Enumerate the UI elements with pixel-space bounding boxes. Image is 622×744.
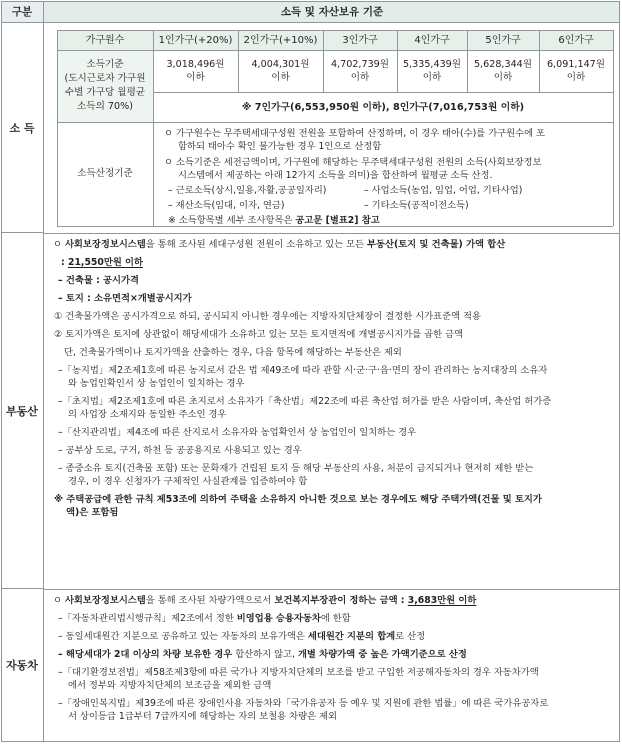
realestate-limit: : 21,550만원 이하 <box>61 257 144 268</box>
realestate-housing-note-cont: 액)은 포함됨 <box>66 507 119 518</box>
realestate-exclusion-public: – 공부상 도로, 구거, 하천 등 공공용지로 사용되고 있는 경우 <box>58 445 302 456</box>
income-calc-line-2: 함하되 태아수 확인 불가능한 경우 1인으로 산정함 <box>178 141 382 152</box>
realestate-exclusion-grassland: –「초지법」제2조제1호에 따른 초지로서 소유자가「축산법」제22조에 따른 축산업 허가를 받은 사람이며, 축산업 허가증 <box>58 396 552 407</box>
income-type-property: – 재산소득(임대, 이자, 연금) <box>168 200 285 211</box>
vehicle-main-line: ㅇ 사회보장정보시스템을 통해 조사된 차량가액으로서 보건복지부장관이 정하는 금액 : 3,683만원 이하 <box>53 595 477 606</box>
realestate-exclusion-clan: – 종중소유 토지(건축물 포함) 또는 문화재가 건립된 토지 등 해당 부동산의 사용, 처분이 금지되거나 현저히 제한 받는 <box>58 463 534 474</box>
realestate-exclusion-mountain: –「산지관리법」제4조에 따른 산지로서 소유자와 농업확인서 상 농업인이 일치하는 경우 <box>58 427 417 438</box>
income-amount-3: 4,702,739원 이하 <box>330 59 390 83</box>
category-header: 구분 <box>1 1 44 23</box>
vehicle-rule-shared: – 동일세대원간 지분으로 공유하고 있는 자동차의 보유가액은 세대원간 지분의 합계로 산정 <box>58 631 426 642</box>
income-type-earned: – 근로소득(상시,일용,자활,공공일자리) <box>168 185 327 196</box>
household-col-5: 5인가구 <box>467 30 539 50</box>
income-reference-note: ※ 소득항목별 세부 조사항목은 공고문 [별표2] 참고 <box>168 215 380 226</box>
category-vehicle: 자동차 <box>1 589 44 742</box>
category-realestate: 부동산 <box>1 233 44 589</box>
realestate-note-1: ① 건축물가액은 공시가격으로 하되, 공시되지 아니한 경우에는 지방자치단체장이 결정한 시가표준액 적용 <box>54 311 482 322</box>
realestate-main-line: ㅇ 사회보장정보시스템을 통해 조사된 세대구성원 전원이 소유하고 있는 모든 부동산(토지 및 건축물) 가액 합산 <box>53 239 506 250</box>
realestate-exclusion-farmland: –「농지법」제2조제1호에 따른 농지로서 같은 법 제49조에 따라 관할 시·군·구·읍·면의 장이 관리하는 농지대장의 소유자 <box>58 365 548 376</box>
realestate-building-rule: – 건축물 : 공시가격 <box>58 275 139 286</box>
realestate-exclusion-farmland-cont: 와 농업인확인서 상 농업인이 일치하는 경우 <box>68 378 245 389</box>
household-col-6: 6인가구 <box>539 30 613 50</box>
income-type-other: – 기타소득(공적이전소득) <box>364 200 469 211</box>
income-amount-5: 5,628,344원 이하 <box>473 59 533 83</box>
income-amount-4: 5,335,439원 이하 <box>402 59 462 83</box>
vehicle-rule-passenger: –「자동차관리법시행규칙」제2조에서 정한 비영업용 승용자동차에 한함 <box>58 613 351 624</box>
realestate-exclusion-clan-cont: 경우, 이 경우 신청자가 구체적인 사실관계를 입증하여야 함 <box>68 476 308 487</box>
income-amount-2: 4,004,301원 이하 <box>251 59 310 83</box>
standard-header: 소득 및 자산보유 기준 <box>44 1 620 23</box>
vehicle-rule-disabled: –「장애인복지법」제39조에 따른 장애인사용 자동차와「국가유공자 등 예우 및 지원에 관한 법률」에 따른 국가유공자로 <box>58 698 549 709</box>
household-col-2: 2인가구(+10%) <box>238 30 323 50</box>
realestate-note-2b: 단, 건축물가액이나 토지가액을 산출하는 경우, 다음 항목에 해당하는 부동산은 제외 <box>64 347 402 358</box>
realestate-exclusion-grassland-cont: 의 사업장 소재지와 동일한 주소인 경우 <box>68 409 227 420</box>
household-count-header: 가구원수 <box>57 30 153 50</box>
income-type-business: – 사업소득(농업, 임업, 어업, 기타사업) <box>364 185 523 196</box>
vehicle-rule-lowemission: –「대기환경보전법」제58조제3항에 따른 국가나 지방자치단체의 보조를 받고 구입한 저공해자동차의 경우 자동차가액 <box>58 667 539 678</box>
table-border <box>1 1 620 742</box>
vehicle-rule-disabled-cont: 서 상이등급 1급부터 7급까지에 해당하는 자의 보철용 차량은 제외 <box>68 711 337 722</box>
household-col-1: 1인가구(+20%) <box>153 30 238 50</box>
income-extra-household-note: ※ 7인가구(6,553,950원 이하), 8인가구(7,016,753원 이하) <box>241 101 525 113</box>
vehicle-rule-multiple: – 해당세대가 2대 이상의 차량 보유한 경우 합산하지 않고, 개별 차량가액 중 높은 가액기준으로 산정 <box>58 649 467 660</box>
realestate-housing-note: ※ 주택공급에 관한 규칙 제53조에 의하여 주택을 소유하지 아니한 것으로 보는 경우에도 해당 주택가액(건물 및 토지가 <box>54 494 542 505</box>
income-amount-6: 6,091,147원 이하 <box>546 59 606 83</box>
income-standard-label: 소득기준 (도시근로자 가구원 수별 가구당 월평균 소득의 70%) <box>57 50 153 122</box>
realestate-note-2: ② 토지가액은 토지에 상관없이 해당세대가 소유하고 있는 모든 토지면적에 개별공시지가를 곱한 금액 <box>54 329 464 340</box>
income-amount-1: 3,018,496원 이하 <box>166 59 225 83</box>
category-income: 소 득 <box>1 23 44 233</box>
household-col-3: 3인가구 <box>323 30 397 50</box>
income-calc-line-1: ㅇ 가구원수는 무주택세대구성원 전원을 포함하여 산정하며, 이 경우 태아(수)를 가구원수에 포 <box>164 128 546 139</box>
household-col-4: 4인가구 <box>397 30 467 50</box>
income-calc-line-4: 시스템에서 제공하는 아래 12가지 소득을 의미)을 합산하여 월평균 소득 산정. <box>178 170 493 181</box>
realestate-land-rule: – 토지 : 소유면적×개별공시지가 <box>58 293 192 304</box>
income-calc-line-3: ㅇ 소득기준은 세전금액이며, 가구원에 해당하는 무주택세대구성원 전원의 소득(사회보장정보 <box>164 157 542 168</box>
income-calc-label: 소득산정기준 <box>57 122 153 226</box>
vehicle-rule-lowemission-cont: 에서 정부와 지방자치단체의 보조금을 제외한 금액 <box>68 680 272 691</box>
